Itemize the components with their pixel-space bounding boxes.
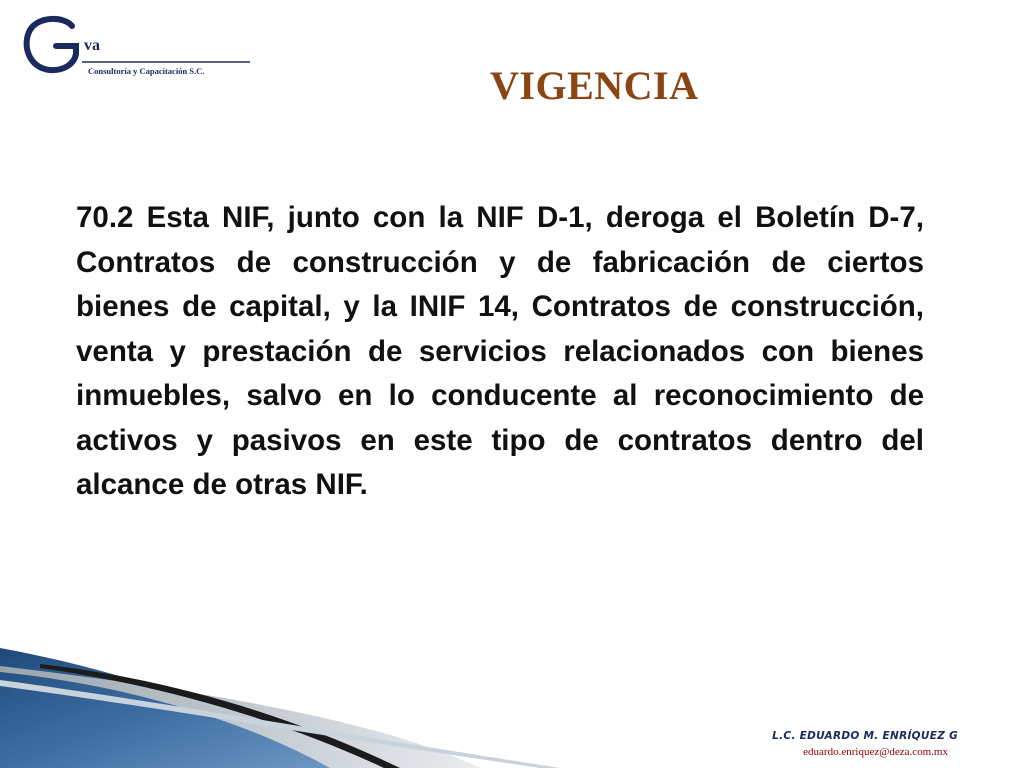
- company-logo: [20, 12, 260, 82]
- slide-body-text: 70.2 Esta NIF, junto con la NIF D-1, deroga el Boletín D-7, Contratos de construcción y de fabricación de ciertos bienes de capital, y la INIF 14, Contratos de construcción, venta y prestación de servicios relacionados con bienes inmuebles, salvo en lo conducente al reconocimiento de activos y pasivos en este tipo de contratos dentro del alcance de otras NIF.: [76, 201, 924, 501]
- footer-email: eduardo.enriquez@deza.com.mx: [803, 746, 948, 758]
- logo-company-name: Consultoría y Capacitación S.C.: [88, 66, 205, 76]
- footer-author: L.C. EDUARDO M. ENRÍQUEZ G: [772, 730, 958, 742]
- slide-title: VIGENCIA: [490, 63, 699, 108]
- logo-letters: va: [84, 37, 100, 54]
